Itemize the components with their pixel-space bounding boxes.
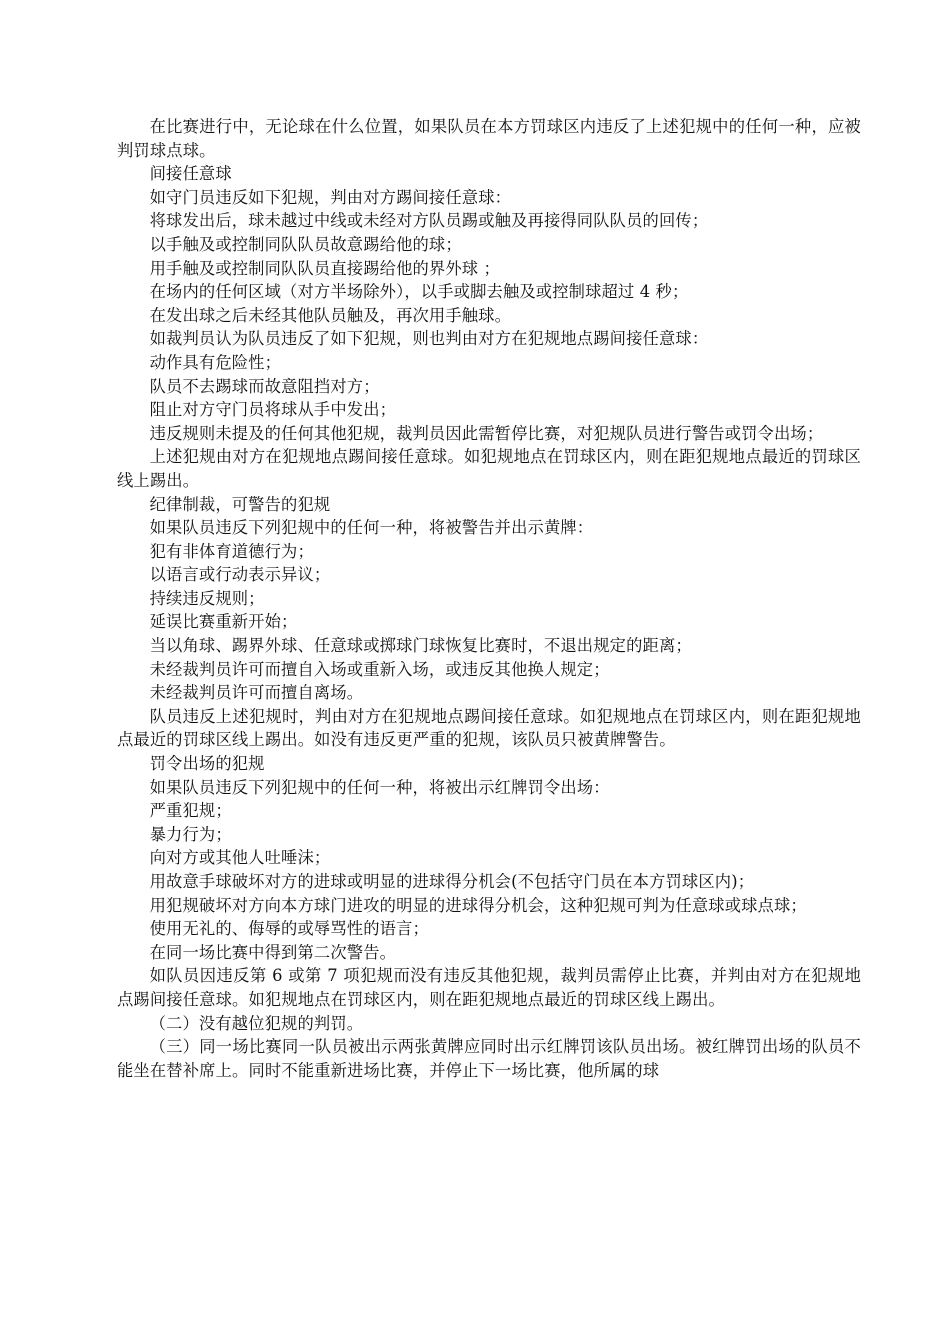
list-item: 用犯规破坏对方向本方球门进攻的明显的进球得分机会，这种犯规可判为任意球或球点球； (149, 895, 807, 915)
section-heading: （二）没有越位犯规的判罚。 (149, 1013, 364, 1033)
list-item: 以语言或行动表示异议； (149, 565, 331, 585)
list-item: 未经裁判员许可而擅自离场。 (149, 683, 364, 703)
list-item: 在场内的任何区域（对方半场除外），以手或脚去触及或控制球超过 4 秒； (149, 282, 689, 302)
list-item: 动作具有危险性； (149, 352, 282, 372)
document-body (117, 115, 861, 1082)
paragraph: 上述犯规由对方在犯规地点踢间接任意球。如犯规地点在罚球区内，则在距犯规地点最近的罚球区线上踢出。 (117, 447, 861, 490)
list-item: 未经裁判员许可而擅自入场或重新入场，或违反其他换人规定； (149, 659, 610, 679)
list-item: 在同一场比赛中得到第二次警告。 (149, 942, 397, 962)
section-heading: 纪律制裁，可警告的犯规 (149, 494, 331, 514)
paragraph: 如队员因违反第 6 或第 7 项犯规而没有违反其他犯规，裁判员需停止比赛，并判由对方在犯规地点踢间接任意球。如犯规地点在罚球区内，则在距犯规地点最近的罚球区线上踢出。 (117, 966, 861, 1009)
list-item: 延误比赛重新开始； (149, 612, 298, 632)
list-item: 用故意手球破坏对方的进球或明显的进球得分机会(不包括守门员在本方罚球区内)； (149, 872, 755, 891)
list-item: 当以角球、踢界外球、任意球或掷球门球恢复比赛时，不退出规定的距离； (149, 636, 692, 656)
list-item: 在发出球之后未经其他队员触及，再次用手触球。 (149, 305, 512, 325)
paragraph: 如果队员违反下列犯规中的任何一种，将被警告并出示黄牌： (149, 518, 594, 538)
section-heading: 间接任意球 (149, 164, 232, 184)
list-item: 将球发出后，球未越过中线或未经对方队员踢或触及再接得同队队员的回传； (149, 211, 709, 231)
paragraph: 如裁判员认为队员违反了如下犯规，则也判由对方在犯规地点踢间接任意球： (149, 329, 709, 349)
paragraph: 如守门员违反如下犯规，判由对方踢间接任意球： (149, 187, 512, 207)
list-item: 队员不去踢球而故意阻挡对方； (149, 376, 380, 396)
paragraph: （三）同一场比赛同一队员被出示两张黄牌应同时出示红牌罚该队员出场。被红牌罚出场的队员不能坐在替补席上。同时不能重新进场比赛，并停止下一场比赛，他所属的球 (117, 1037, 861, 1080)
paragraph: 如果队员违反下列犯规中的任何一种，将被出示红牌罚令出场： (149, 777, 610, 797)
list-item: 持续违反规则； (149, 588, 265, 608)
list-item: 阻止对方守门员将球从手中发出； (149, 400, 397, 420)
list-item: 以手触及或控制同队队员故意踢给他的球； (149, 234, 462, 254)
list-item: 使用无礼的、侮辱的或辱骂性的语言； (149, 919, 429, 939)
list-item: 严重犯规； (149, 801, 232, 821)
list-item: 犯有非体育道德行为； (149, 541, 314, 561)
list-item: 违反规则未提及的任何其他犯规，裁判员因此需暂停比赛，对犯规队员进行警告或罚令出场； (149, 423, 824, 443)
list-item: 向对方或其他人吐唾沫； (149, 848, 331, 868)
paragraph: 在比赛进行中，无论球在什么位置，如果队员在本方罚球区内违反了上述犯规中的任何一种，应被判罚球点球。 (117, 117, 861, 160)
list-item: 用手触及或控制同队队员直接踢给他的界外球 ； (149, 258, 500, 278)
section-heading: 罚令出场的犯规 (149, 754, 265, 774)
paragraph: 队员违反上述犯规时，判由对方在犯规地点踢间接任意球。如犯规地点在罚球区内，则在距犯规地点最近的罚球区线上踢出。如没有违反更严重的犯规，该队员只被黄牌警告。 (117, 706, 861, 750)
list-item: 暴力行为； (149, 824, 232, 844)
